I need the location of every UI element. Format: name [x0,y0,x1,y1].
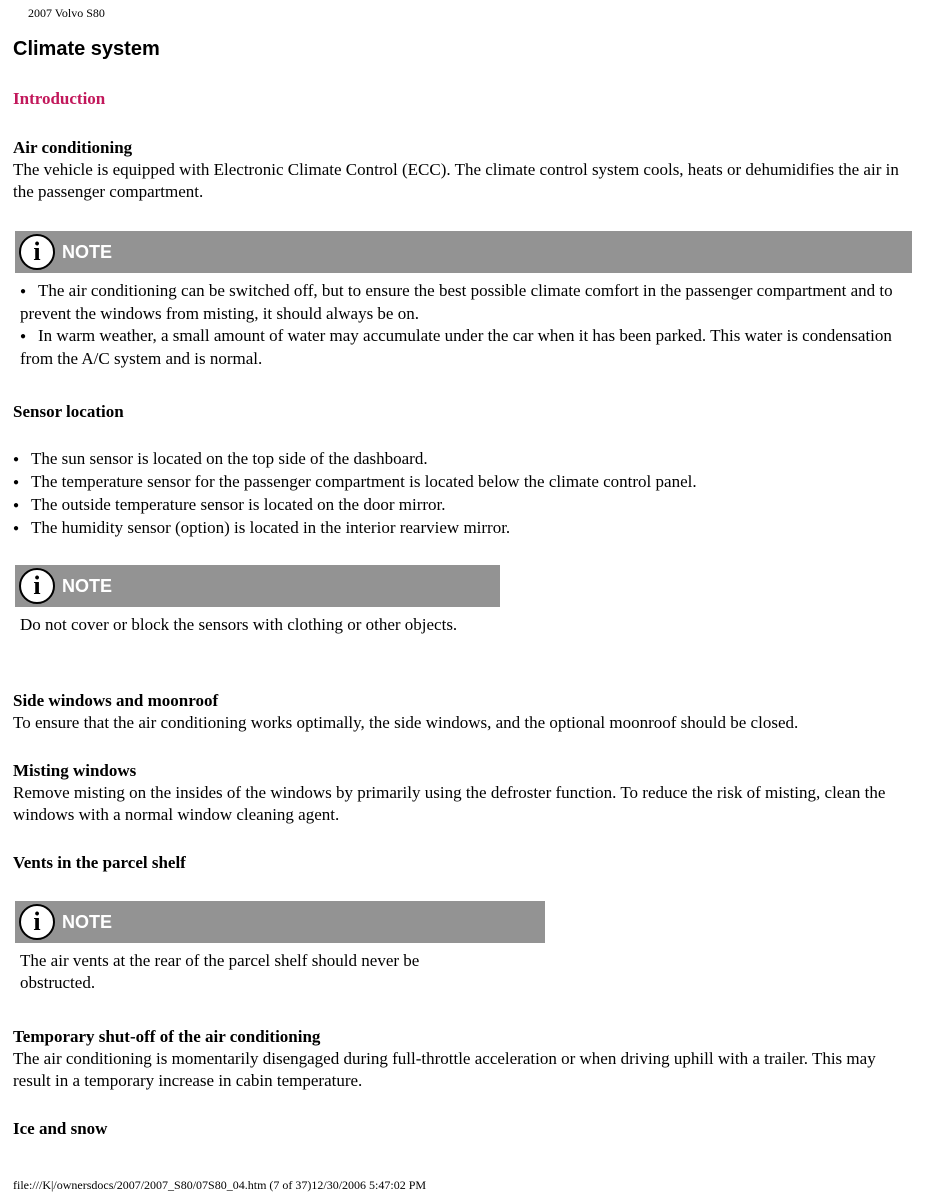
note-2-text: Do not cover or block the sensors with clothing or other objects. [20,615,458,634]
page-title: Climate system [13,38,160,60]
list-item: ● The sun sensor is located on the top side of the dashboard. [13,448,903,471]
note-label: NOTE [62,911,113,932]
bullet-icon: ● [13,500,20,512]
info-icon: i [19,234,55,270]
note-label: NOTE [62,241,113,262]
sensor-location-heading: Sensor location [13,402,124,421]
side-windows-heading: Side windows and moonroof [13,691,219,710]
note-3-text: The air vents at the rear of the parcel shelf should never be obstructed. [20,951,420,992]
bullet-icon: ● [20,286,27,298]
air-conditioning-heading: Air conditioning [13,138,133,157]
note-1-item: ● The air conditioning can be switched off, but to ensure the best possible climate comfort in the passenger compartment and to prevent the windows from misting, it should always be on. [20,281,893,324]
page-footer: file:///K|/ownersdocs/2007/2007_S80/07S80_04.htm (7 of 37)12/30/2006 5:47:02 PM [13,1178,427,1192]
misting-heading: Misting windows [13,761,137,780]
list-item: ● The temperature sensor for the passenger compartment is located below the climate control panel. [13,471,903,494]
note-label: NOTE [62,575,113,596]
section-subtitle: Introduction [13,89,106,108]
bullet-icon: ● [13,454,20,466]
note-box-3 [15,901,545,943]
side-windows-text: To ensure that the air conditioning works optimally, the side windows, and the optional moonroof should be closed. [13,713,799,732]
note-box-2 [15,565,500,607]
page-header: 2007 Volvo S80 [28,6,105,20]
bullet-icon: ● [13,523,20,535]
info-icon: i [19,568,55,604]
note-box-1 [15,231,912,273]
shutoff-heading: Temporary shut-off of the air conditioning [13,1027,321,1046]
air-conditioning-text: The vehicle is equipped with Electronic Climate Control (ECC). The climate control system cools, heats or dehumidifies the air in the passenger compartment. [13,160,899,201]
list-item: ● The humidity sensor (option) is located in the interior rearview mirror. [13,517,903,540]
misting-text: Remove misting on the insides of the windows by primarily using the defroster function. To reduce the risk of misting, clean the windows with a normal window cleaning agent. [13,783,886,824]
shutoff-text: The air conditioning is momentarily disengaged during full-throttle acceleration or when driving uphill with a trailer. This may result in a temporary increase in cabin temperature. [13,1049,876,1090]
bullet-icon: ● [20,331,27,343]
bullet-icon: ● [13,477,20,489]
info-icon: i [19,904,55,940]
note-1-content [20,280,910,370]
note-1-item: ● In warm weather, a small amount of water may accumulate under the car when it has been parked. This water is condensation from the A/C system and is normal. [20,326,892,369]
ice-snow-heading: Ice and snow [13,1119,108,1138]
sensor-list [13,448,903,540]
vents-heading: Vents in the parcel shelf [13,853,186,872]
list-item: ● The outside temperature sensor is located on the door mirror. [13,494,903,517]
